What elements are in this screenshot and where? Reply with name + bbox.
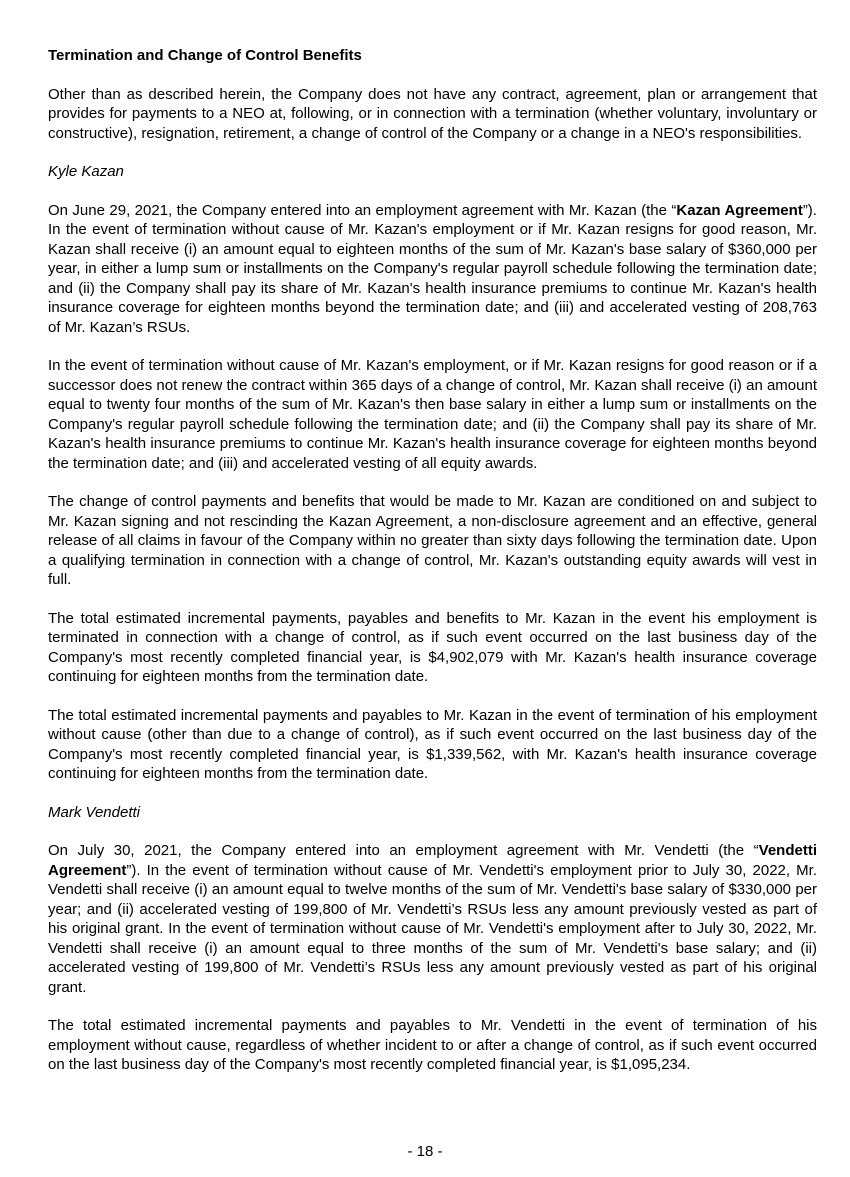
kazan-change-of-control-paragraph: In the event of termination without cause of Mr. Kazan's employment, or if Mr. Kazan resigns for good reason or if a successor does not renew the contract within 365 days of a change of control, Mr. Kazan shall receive (i) an amount equal to twenty four months of the sum of Mr. Kazan's then base salary in either a lump sum or installments on the Company's regular payroll schedule following the termination date; and (ii) the Company shall pay its share of Mr. Kazan's health insurance premiums to continue Mr. Kazan's health insurance coverage for eighteen months beyond the termination date; and (iii) and accelerated vesting of all equity awards.	[48, 357, 817, 472]
kazan-agreement-text-pre: On June 29, 2021, the Company entered into an employment agreement with Mr. Kazan (the “	[48, 201, 677, 219]
vendetti-estimated-payments-paragraph: The total estimated incremental payments and payables to Mr. Vendetti in the event of termination of his employment without cause, regardless of whether incident to or after a change of control, as if such event occurred on the last business day of the Company's most recently completed financial year, is $1,095,234.	[48, 1017, 817, 1073]
intro-paragraph: Other than as described herein, the Company does not have any contract, agreement, plan or arrangement that provides for payments to a NEO at, following, or in connection with a termination (whether voluntary, involuntary or constructive), resignation, retirement, a change of control of the Company or a change in a NEO's responsibilities.	[48, 85, 817, 142]
vendetti-agreement-paragraph	[48, 841, 817, 997]
vendetti-agreement-text-pre: On July 30, 2021, the Company entered into an employment agreement with Mr. Vendetti (the “	[48, 842, 759, 859]
section-heading: Termination and Change of Control Benefits	[48, 47, 362, 64]
kazan-agreement-paragraph	[48, 201, 817, 338]
page-number: - 18 -	[407, 1142, 443, 1160]
kazan-conditions-paragraph: The change of control payments and benefits that would be made to Mr. Kazan are conditioned on and subject to Mr. Kazan signing and not rescinding the Kazan Agreement, a non-disclosure agreement and an effective, general release of all claims in favour of the Company within no greater than sixty days following the termination date. Upon a qualifying termination in connection with a change of control, Mr. Kazan's outstanding equity awards will vest in full.	[48, 493, 817, 588]
kazan-estimated-coc-payments-paragraph: The total estimated incremental payments, payables and benefits to Mr. Kazan in the event his employment is terminated in connection with a change of control, as if such event occurred on the last business day of the Company's most recently completed financial year, is $4,902,079 with Mr. Kazan's health insurance coverage continuing for eighteen months from the termination date.	[48, 609, 817, 685]
vendetti-subheading: Mark Vendetti	[48, 803, 140, 821]
kazan-agreement-term: Kazan Agreement	[676, 201, 803, 219]
kazan-agreement-text-post: ”). In the event of termination without cause of Mr. Kazan's employment or if Mr. Kazan resigns for good reason, Mr. Kazan shall receive (i) an amount equal to eighteen months of the sum of Mr. Kazan's base salary of $360,000 per year, in either a lump sum or installments on the Company's regular payroll schedule following the termination date; and (ii) the Company shall pay its share of Mr. Kazan's health insurance premiums to continue Mr. Kazan's health insurance coverage for eighteen months beyond the termination date; and (iii) and accelerated vesting of 208,763 of Mr. Kazan’s RSUs.	[48, 201, 817, 336]
kazan-estimated-without-cause-paragraph: The total estimated incremental payments and payables to Mr. Kazan in the event of termination of his employment without cause (other than due to a change of control), as if such event occurred on the last business day of the Company's most recently completed financial year, is $1,339,562, with Mr. Kazan's health insurance coverage continuing for eighteen months from the termination date.	[48, 706, 817, 782]
vendetti-agreement-term: Vendetti Agreement	[48, 842, 817, 879]
vendetti-agreement-text-post: ”). In the event of termination without cause of Mr. Vendetti's employment prior to July 30, 2022, Mr. Vendetti shall receive (i) an amount equal to twelve months of the sum of Mr. Vendetti's base salary of $330,000 per year; and (ii) accelerated vesting of 199,800 of Mr. Vendetti’s RSUs less any amount previously vested as part of his original grant. In the event of termination without cause of Mr. Vendetti's employment after to July 30, 2022, Mr. Vendetti shall receive (i) an amount equal to three months of the sum of Mr. Vendetti's base salary; and (ii) accelerated vesting of 199,800 of Mr. Vendetti’s RSUs less any amount previously vested as part of his original grant.	[48, 861, 817, 996]
kazan-subheading: Kyle Kazan	[48, 163, 124, 180]
